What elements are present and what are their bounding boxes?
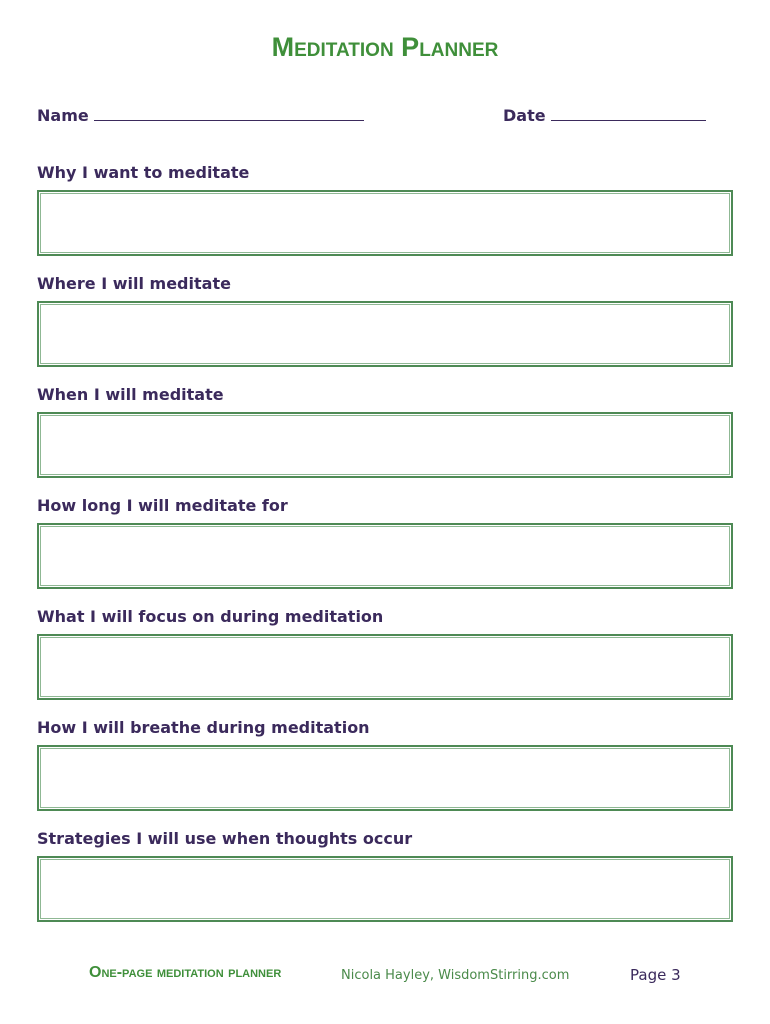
- answer-box-strategies[interactable]: [37, 856, 733, 922]
- name-label: Name: [37, 106, 89, 125]
- section-label-breathe: How I will breathe during meditation: [37, 718, 370, 737]
- answer-box-how-long[interactable]: [37, 523, 733, 589]
- footer-planner-title: One-page meditation planner: [89, 964, 282, 981]
- section-label-where: Where I will meditate: [37, 274, 231, 293]
- name-underline: [94, 106, 364, 121]
- answer-box-where[interactable]: [37, 301, 733, 367]
- answer-box-when[interactable]: [37, 412, 733, 478]
- footer-page-number: Page 3: [630, 966, 681, 984]
- date-field[interactable]: [503, 106, 706, 128]
- date-underline: [551, 106, 706, 121]
- name-field[interactable]: [37, 106, 364, 128]
- section-label-how-long: How long I will meditate for: [37, 496, 288, 515]
- section-label-why: Why I want to meditate: [37, 163, 250, 182]
- page-title: Meditation Planner: [271, 32, 499, 62]
- section-label-strategies: Strategies I will use when thoughts occur: [37, 829, 413, 848]
- answer-box-breathe[interactable]: [37, 745, 733, 811]
- footer-author: Nicola Hayley, WisdomStirring.com: [341, 968, 570, 983]
- section-label-focus: What I will focus on during meditation: [37, 607, 384, 626]
- answer-box-why[interactable]: [37, 190, 733, 256]
- answer-box-focus[interactable]: [37, 634, 733, 700]
- section-label-when: When I will meditate: [37, 385, 224, 404]
- date-label: Date: [503, 106, 546, 125]
